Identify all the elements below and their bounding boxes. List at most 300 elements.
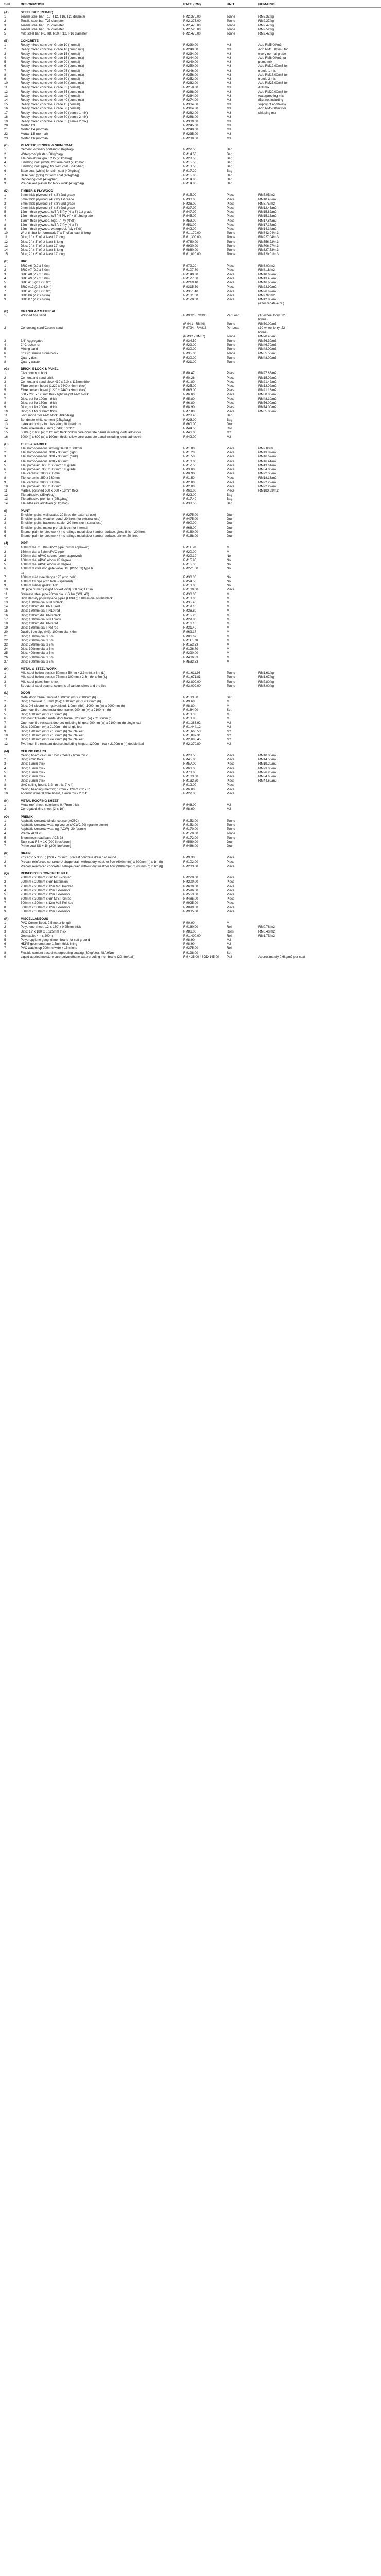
item-description: Ditto; 2" x 6" of at least 12' long [21,252,65,257]
item-rate: RM252.00 [183,77,198,81]
item-description: Mild steel plate; 6mm thick [21,680,58,684]
item-description: 100mm GI pipe (ctto hole) (spanned) [21,580,73,583]
item-remarks: RM65.00/m2 [258,410,277,414]
item-description: Emulsion paint, basecoat sealer, 20 litres (for internal use) [21,521,103,526]
table-row [0,788,381,792]
item-number: 7 [4,69,6,73]
item-remarks: RM70.40/m3 [258,334,277,338]
section-title: CEILING BOARD [21,749,46,753]
item-remarks: RM183.33/m2 [258,488,279,493]
item-remarks [258,946,378,951]
item-unit: M3 [227,43,231,47]
item-unit: M3 [227,90,231,94]
section-letter: (J) [4,541,8,546]
item-rate: RM240.00 [183,47,198,52]
item-description [21,302,180,306]
item-remarks: RM13.45/m2 [258,277,277,281]
item-description: Acoustic mineral fibre board, 12mm thick 2' x 4' [21,791,88,795]
item-description: Ditto; 500mm dia. x 6m [21,655,54,659]
item-rate: RM14.80 [183,177,197,181]
item-description: Ditto; 400mm dia. x 6m [21,651,54,655]
item-rate: RM13.30 [183,713,197,717]
item-rate: (RM41 - RM49) [183,322,205,326]
item-remarks: RM720.01/m3 [258,252,279,257]
item-description: Ditto; 1000mm (w) x 2100mm (h) [21,713,67,717]
item-remarks: Add RM8.00/m3 for [258,56,286,60]
item-remarks [258,734,378,738]
item-rate: RM220.00 [183,876,198,880]
item-description: Flexible cement based waterproofing coating (30kg/set); 48A 9Nm [21,951,114,955]
item-number: 6 [4,285,6,289]
item-description: 12mm thick plywood, WBP 5 Ply (4' x 8') 2nd grade [21,214,93,218]
table-row [0,554,381,558]
item-remarks [258,622,378,626]
item-rate: RM486.00 [183,844,198,848]
item-rate: RM0.90 [183,921,195,925]
item-unit: Piece [227,893,235,897]
table-row [0,489,381,493]
item-remarks [258,165,378,169]
item-remarks [258,897,378,901]
item-rate: RM13.80 [183,717,197,721]
item-unit: Piece [227,588,235,592]
item-remarks [258,660,378,664]
item-number: 1 [4,876,6,880]
item-number: 21 [4,128,8,132]
table-row [0,476,381,480]
item-rate: RM1,010.00 [183,252,201,257]
table-row [0,161,381,165]
item-unit: M3 [227,107,231,111]
item-rate: RM1,386.92 [183,721,201,725]
item-unit: Bag [227,173,233,177]
item-remarks: RM19.20/m2 [258,762,277,766]
item-remarks [258,563,378,567]
item-rate: RM45.00 [183,214,197,218]
item-remarks [258,889,378,893]
item-unit: M [227,704,230,708]
item-remarks: RM21.42/m2 [258,380,277,384]
item-description: 100mm dia. x 5.8m uPVC pipe (ormm approved) [21,546,90,550]
item-unit: Rolls [227,929,234,934]
section-title: REINFORCED CONCRETE PILE [21,872,68,875]
item-number: 6 [4,393,6,397]
price-list-sheet [0,0,381,959]
item-rate: RM2.00 [183,480,195,484]
item-description: Tile, ceramic, 300 x 300mm [21,480,60,484]
item-rate: RM18.00 [183,596,197,600]
item-unit: M [227,655,230,659]
item-rate: RM132.50 [183,779,198,783]
item-remarks [258,152,378,157]
table-row [0,219,381,223]
item-number: 11 [4,235,8,240]
item-rate: RM8.80 [183,704,195,708]
item-unit: M [227,651,230,655]
item-number: 14 [4,501,8,505]
item-remarks: RM16.67/m2 [258,455,277,459]
item-unit: M [227,643,230,647]
item-remarks: RM1.75/m2 [258,934,275,938]
table-row [0,938,381,942]
item-description: Ready mixed concrete, Grade 25 (normal) [21,69,80,73]
item-description: Ready mixed concrete, Grade 40 (pump mix) [21,98,84,103]
item-number: 4 [4,684,6,688]
item-rate: RM160.00 [183,925,198,929]
item-unit: Per Load [227,326,240,330]
item-description: 100mm rubber gasket 1/3" [21,584,58,588]
table-row [0,696,381,700]
table-row [0,836,381,840]
item-description: HDPE geomembrane 1.5mm thick lining [21,942,78,946]
item-number: 1 [4,671,6,675]
table-row [0,331,381,335]
item-rate: RM102.00 [183,860,198,864]
item-description: Asphaltic concrete wearing (ACW) -20 (granite [21,827,86,832]
item-remarks: tremie 1 mix [258,69,276,73]
item-remarks: RM2.37/kg [258,19,274,23]
item-remarks [258,513,378,517]
item-description: Metal roof sheet, colorbond 0.47mm thick [21,803,79,807]
item-rate: RM1.50 [183,455,195,459]
item-description: Base coat (grey) for skim coat (40kg/bag) [21,173,79,177]
item-rate: RM935.00 [183,909,198,913]
item-unit: Piece [227,753,235,757]
item-remarks [258,580,378,584]
item-rate: RM0.47 [183,371,195,376]
item-description: Ditto; 200mm dia. x 6m [21,638,54,642]
item-number: 5 [4,713,6,717]
item-rate: RM37.00 [183,206,197,210]
item-number: 4 [4,832,6,836]
item-rate: RM20.00 [183,550,197,554]
item-rate: RM160.00 [183,530,198,534]
item-remarks: Add RM20.00/m3 for [258,90,288,94]
item-remarks [258,717,378,721]
section-letter: (A) [4,11,9,14]
item-unit: M2 [227,738,231,742]
item-unit: Tonne [227,680,235,684]
item-remarks: pump mix [258,60,272,64]
item-remarks: RM10.43/m2 [258,197,277,201]
item-number: 9 [4,955,6,959]
item-unit: Bag [227,418,233,422]
item-number: 5 [4,770,6,774]
table-row [0,152,381,157]
item-rate: RM899.00 [183,905,198,909]
table-row [0,742,381,747]
item-remarks [258,588,378,592]
item-rate: RM1.50 [183,476,195,480]
table-row [0,550,381,554]
item-description: BRC A7 (2.2 x 6.0m) [21,268,50,272]
table-row [0,819,381,823]
item-number: 6 [4,774,6,778]
table-row [0,169,381,173]
table-row [0,614,381,618]
item-remarks [258,115,378,120]
item-description [21,335,180,339]
item-description: Ready mixed concrete, Grade 30 (normal) [21,77,80,81]
item-number: 4 [4,526,6,530]
item-rate: RM35.00 [183,351,197,355]
table-row [0,840,381,844]
item-unit: M [227,659,230,664]
item-remarks: RM12.88/m2 [258,298,277,302]
item-remarks [258,910,378,914]
item-description: Ready mixed concrete, Grade 20 (pump mix) [21,64,84,69]
table-row [0,876,381,880]
item-unit: Tonne [227,836,235,840]
item-rate: RM1,444.12 [183,725,201,729]
item-description: 12mm thick plywood, WBP, 7 Ply (4' x 8') [21,223,78,227]
item-rate: RM2,375.00 [183,15,201,19]
item-remarks [258,807,378,811]
table-row [0,120,381,124]
item-unit: M [227,638,230,642]
table-row [0,775,381,779]
table-row [0,19,381,23]
item-description: 100mm mild steel flange 175 (ctto hole) [21,575,77,579]
table-row [0,264,381,268]
item-number: 2 [4,451,6,455]
item-rate: RM25.00 [183,384,197,388]
item-unit: M3 [227,64,231,69]
item-remarks: RM15.02/m2 [258,376,277,380]
item-unit: Roll [227,946,232,951]
item-remarks [258,713,378,717]
item-description: PVC Corner Bead, 2.5 meter length [21,921,71,925]
item-description: Ditto; 160mm dia. PN10 red [21,609,60,613]
item-unit: Piece [227,397,235,401]
item-number: 3 [4,156,6,160]
item-remarks [258,832,378,836]
item-unit: Tonne [227,27,235,31]
table-row [0,946,381,951]
item-remarks: shipping mix [258,111,276,115]
item-number: 2 [4,700,6,704]
item-rate: RM 435.00 / SGD 145.00 [183,955,219,959]
item-number: 14 [4,98,8,103]
item-description: Ready mixed concrete, Grade 35 (tremie 2 mix) [21,120,88,124]
item-description: 150mm dia. x 5.8m uPVC pipe [21,550,64,554]
item-unit: Piece [227,289,235,293]
item-remarks [258,618,378,622]
item-number: 9 [4,729,6,733]
item-number: 14 [4,605,8,609]
table-row [0,880,381,884]
item-number: 6 [4,534,6,538]
item-rate: RM304.00 [183,103,198,107]
item-remarks [258,856,378,860]
item-unit: Piece [227,884,235,888]
item-description: PVC waterstop 200mm wide x 15m long [21,946,78,951]
item-unit: Piece [227,864,235,868]
table-row [0,273,381,277]
item-unit: M [227,613,230,617]
table-row [0,626,381,630]
item-rate: RM14.50 [183,152,197,156]
item-remarks: RM2.37/kg [258,15,274,19]
item-unit: Piece [227,909,235,913]
item-description: tar [21,571,25,575]
item-number: 2 [4,925,6,929]
item-description: 9mm thick plywood, (4' x 8') 2nd grade [21,206,75,210]
item-unit: Drum [227,840,235,844]
table-row [0,90,381,94]
table-row [0,380,381,384]
table-row [0,754,381,758]
item-remarks: RM56.00/m2 [258,401,277,405]
item-description: Ditto; 300mm dia. x 6m [21,647,54,651]
item-description: Finishing coat (white) for skim coat (25kg/bag) [21,160,86,164]
section-header [0,852,381,856]
item-description: Ditto; 160mm dia. PN8 black [21,617,61,621]
item-number: 22 [4,132,8,136]
section-title: BRICK, BLOCK & PANEL [21,367,59,371]
item-remarks: (after rebate 40%) [258,302,284,306]
item-unit: Drum [227,844,235,848]
item-number: 2 [4,758,6,762]
item-unit: M [227,626,230,630]
table-row [0,32,381,36]
item-unit: M [227,700,230,704]
item-remarks [258,534,378,538]
item-remarks: RM44.60/m2 [258,779,277,783]
item-rate: RM116.70 [183,638,198,642]
item-description: Ready mixed concrete, Grade 10 (pump mix) [21,47,84,52]
section-letter: (I) [4,509,7,513]
item-rate: RM2,370.80 [183,742,201,746]
item-unit: Roll [227,934,232,938]
item-rate: RM17.50 [183,463,197,467]
item-unit: M2 [227,938,231,942]
item-rate: RM29.00 [183,343,197,347]
item-unit: Piece [227,787,235,791]
item-rate: RM69.17 [183,630,197,634]
item-unit: Drum [227,513,235,517]
item-description: Enamel paint for steelwork / ms railing / metal door / timber surface, gloss finish, 20 litres [21,530,146,534]
item-description: Tile adhesive (25kg/bag) [21,493,56,497]
table-row [0,174,381,178]
item-remarks: RM34.65/m2 [258,774,277,778]
table-row [0,178,381,182]
item-rate: RM60.00 [183,422,197,426]
item-rate: RM5.80 [183,397,195,401]
item-unit: Bag [227,414,233,418]
item-rate: RM28.50 [183,753,197,757]
table-row [0,906,381,910]
item-number: 1 [4,15,6,19]
item-rate: RM15.00 [183,193,197,197]
item-description: Ditto; 110mm dia. PN8 black [21,613,61,617]
item-rate: RM42.00 [183,435,197,439]
table-row [0,823,381,827]
item-number: 18 [4,115,8,119]
item-unit: M3 [227,73,231,77]
item-number: 3 [4,380,6,384]
item-number: 9 [4,584,6,588]
item-unit: Bag [227,169,233,173]
item-rate: RM78.00 [183,770,197,774]
item-description: Ditto; 0.6 electronic - galvanised; 1.0mm (thk); 1000mm (w) x 2000mm (h) [21,704,125,708]
item-unit: Piece [227,380,235,384]
item-number: 3 [4,52,6,56]
item-rate: RM9.60 [183,700,195,704]
item-rate: RM31.40 [183,626,197,630]
item-remarks [258,174,378,178]
section-letter: (G) [4,367,9,371]
table-row [0,128,381,132]
item-unit: M [227,605,230,609]
item-number: 8 [4,783,6,787]
table-row [0,580,381,584]
item-unit: Piece [227,455,235,459]
item-description: RC pipe culvert (spigot socket joint) 300 dia; 1.65m [21,588,93,592]
item-number: 10 [4,484,8,488]
table-row [0,360,381,364]
item-unit: M2 [227,742,231,746]
item-number: 1 [4,921,6,925]
item-description: Quarry waste [21,360,40,364]
item-remarks [258,651,378,655]
item-number: 1 [4,803,6,807]
item-remarks [258,132,378,137]
item-number: 8 [4,725,6,729]
item-remarks: RM23.00/m2 [258,766,277,770]
item-description: Ditto; 1200mm (w) x 2100mm (h) double leaf [21,729,84,733]
item-number: 5 [4,938,6,942]
table-row [0,530,381,534]
item-unit: No [227,575,231,579]
table-row [0,618,381,622]
item-number: 19 [4,120,8,124]
item-rate: RM553.00 [183,893,198,897]
item-remarks: RM48.00/m3 [258,355,277,360]
table-row [0,148,381,152]
table-row [0,934,381,938]
item-unit: Drum [227,526,235,530]
item-remarks: RM8.16/m2 [258,268,275,272]
item-remarks: RM22.22/m2 [258,480,277,484]
table-row [0,534,381,538]
section-title: GRANULAR MATERIAL [21,309,56,313]
item-rate: RM3,009.00 [183,684,201,688]
item-rate: RM140.30 [183,272,198,276]
table-row [0,103,381,107]
item-remarks: Add RM15.00/m3 for [258,47,288,52]
section-letter: (N) [4,799,9,803]
item-number: 11 [4,414,8,418]
item-number: 1 [4,856,6,860]
item-rate: RM794 - RM818 [183,326,207,330]
item-number: 5 [4,165,6,169]
item-unit: Piece [227,856,235,860]
item-number: 10 [4,588,8,592]
item-number: 8 [4,401,6,405]
item-remarks: RM74.00/m2 [258,405,277,410]
item-number: 4 [4,160,6,164]
item-number [4,318,18,322]
item-remarks: RM16.60/m2 [258,281,277,285]
item-rate: RM22.00 [183,791,197,795]
item-number: 5 [4,60,6,64]
item-number: 1 [4,446,6,450]
table-row [0,235,381,240]
item-number: 7 [4,721,6,725]
item-remarks [258,120,378,124]
section-title: BRC [21,260,28,264]
